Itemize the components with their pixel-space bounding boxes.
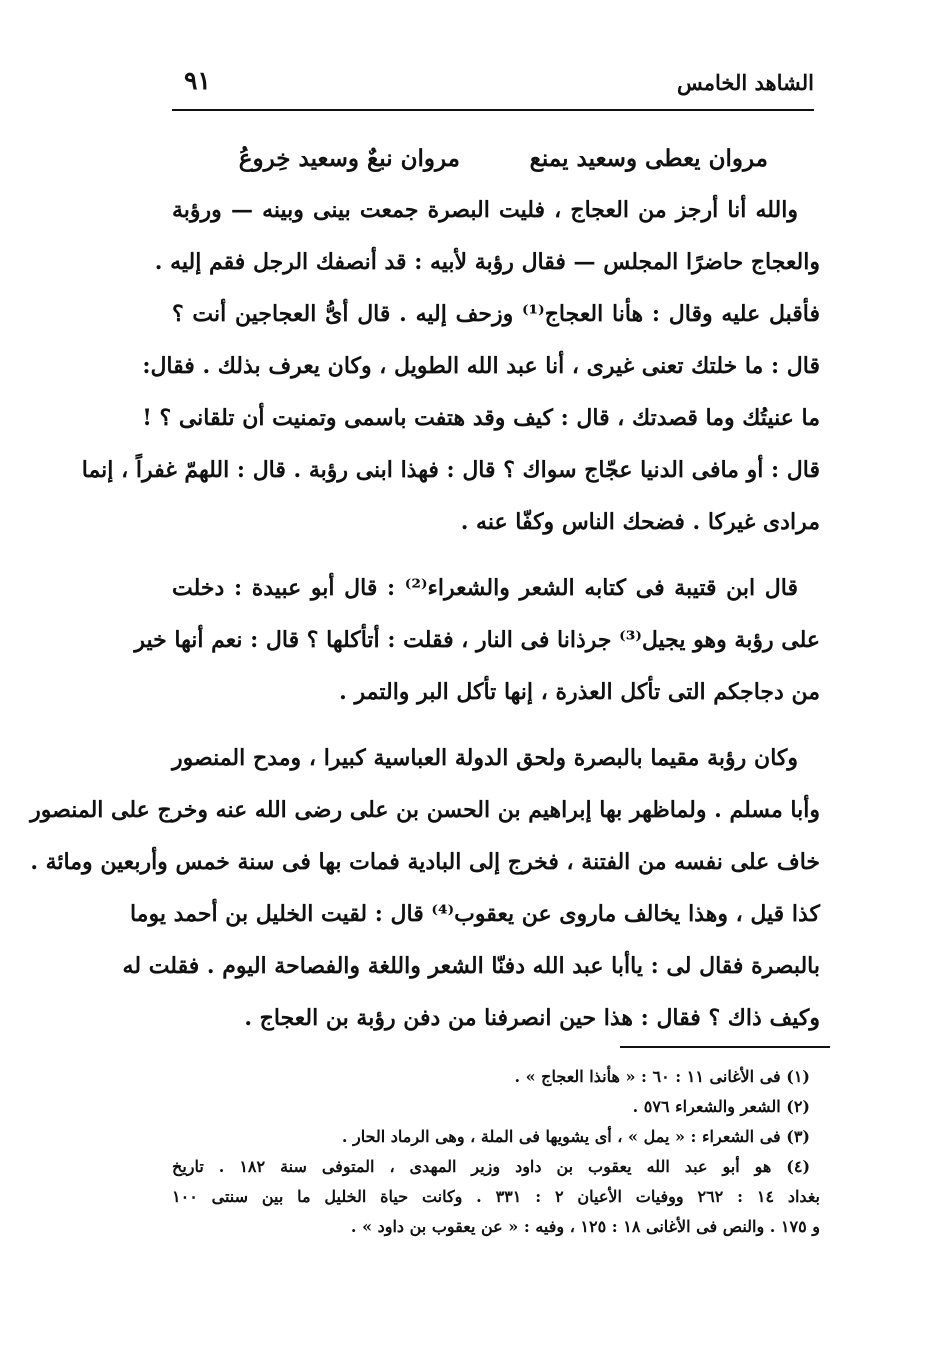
paragraph-2 [134,562,820,718]
page-number: ٩١ [184,66,211,95]
text-line: فأقبل عليه وقال : هأنا العجاج⁽¹⁾ وزحف إليه . قال أىُّ العجاجين أنت ؟ [172,301,820,327]
paragraph-3 [30,732,820,1044]
page-header [172,66,814,106]
footnote-2: (٢) الشعر والشعراء ٥٧٦ . [632,1097,810,1116]
paragraph-gap [172,548,820,562]
text-line: على رؤبة وهو يجيل⁽³⁾ جرذانا فى النار ، فقلت : أتأكلها ؟ قال : نعم أنها خير [134,627,820,653]
text-line: قال : أو مافى الدنيا عجّاج سواك ؟ قال : فهذا ابنى رؤبة . قال : اللهمّ غفراً ، إنما [81,457,820,483]
text-line: والله أنا أرجز من العجاج ، فليت البصرة جمعت بينى وبينه — ورؤبة [172,197,798,223]
verse-line [172,134,820,184]
footnote-4: (٤) هو أبو عبد الله يعقوب بن داود وزير المهدى ، المتوفى سنة ١٨٢ . تاريخ [172,1157,811,1176]
footnote-rule [620,1046,830,1048]
text-line: وكيف ذاك ؟ فقال : هذا حين انصرفنا من دفن رؤبة بن العجاج . [244,1005,820,1031]
footnote-4-continued: و ١٧٥ . والنص فى الأغانى ١٨ : ١٢٥ ، وفيه : « عن يعقوب بن داود » . [350,1217,820,1236]
text-line: بالبصرة فقال لى : ياأبا عبد الله دفنّا الشعر واللغة والفصاحة اليوم . فقلت له [122,953,820,979]
main-text [30,134,820,1044]
text-line: والعجاج حاضرًا المجلس — فقال رؤبة لأبيه : قد أنصفك الرجل فقم إليه . [154,249,820,275]
footnotes [172,1062,820,1242]
paragraph-1 [81,184,820,548]
text-line: من دجاجكم التى تأكل العذرة ، إنها تأكل البر والتمر . [339,679,820,705]
header-rule [172,109,814,111]
verse-hemistich-first: مروان يعطى وسعيد يمنع [529,145,768,172]
text-line: ما عنيتُك وما قصدتك ، قال : كيف وقد هتفت باسمى وتمنيت أن تلقانى ؟ ! [142,405,820,431]
footnote-4-continued: بغداد ١٤ : ٢٦٢ ووفيات الأعيان ٢ : ٣٣١ . وكانت حياة الخليل ما بين سنتى ١٠٠ [172,1187,821,1206]
text-line: خاف على نفسه من الفتنة ، فخرج إلى البادية فمات بها فى سنة خمس وأربعين ومائة . [30,849,820,875]
text-line: وأبا مسلم . ولماظهر بها إبراهيم بن الحسن بن على رضى الله عنه وخرج على المنصور [30,797,820,823]
paragraph-gap [172,718,820,732]
text-line: مرادى غيركا . فضحك الناس وكفّا عنه . [460,509,820,535]
text-line: قال ابن قتيبة فى كتابه الشعر والشعراء⁽²⁾ : قال أبو عبيدة : دخلت [172,575,798,601]
footnote-1: (١) فى الأغانى ١١ : ٦٠ : « هأنذا العجاج » . [514,1067,810,1086]
running-head: الشاهد الخامس [677,70,814,95]
text-line: قال : ما خلتك تعنى غيرى ، أنا عبد الله الطويل ، وكان يعرف بذلك . فقال: [142,353,820,379]
verse-hemistich-second: مروان نبعٌ وسعيد خِروعُ [238,145,460,172]
text-line: كذا قيل ، وهذا يخالف ماروى عن يعقوب⁽⁴⁾ قال : لقيت الخليل بن أحمد يوما [129,901,820,927]
text-line: وكان رؤبة مقيما بالبصرة ولحق الدولة العباسية كبيرا ، ومدح المنصور [172,745,798,771]
footnote-3: (٣) فى الشعراء : « يمل » ، أى يشويها فى الملة ، وهى الرماد الحار . [341,1127,810,1146]
